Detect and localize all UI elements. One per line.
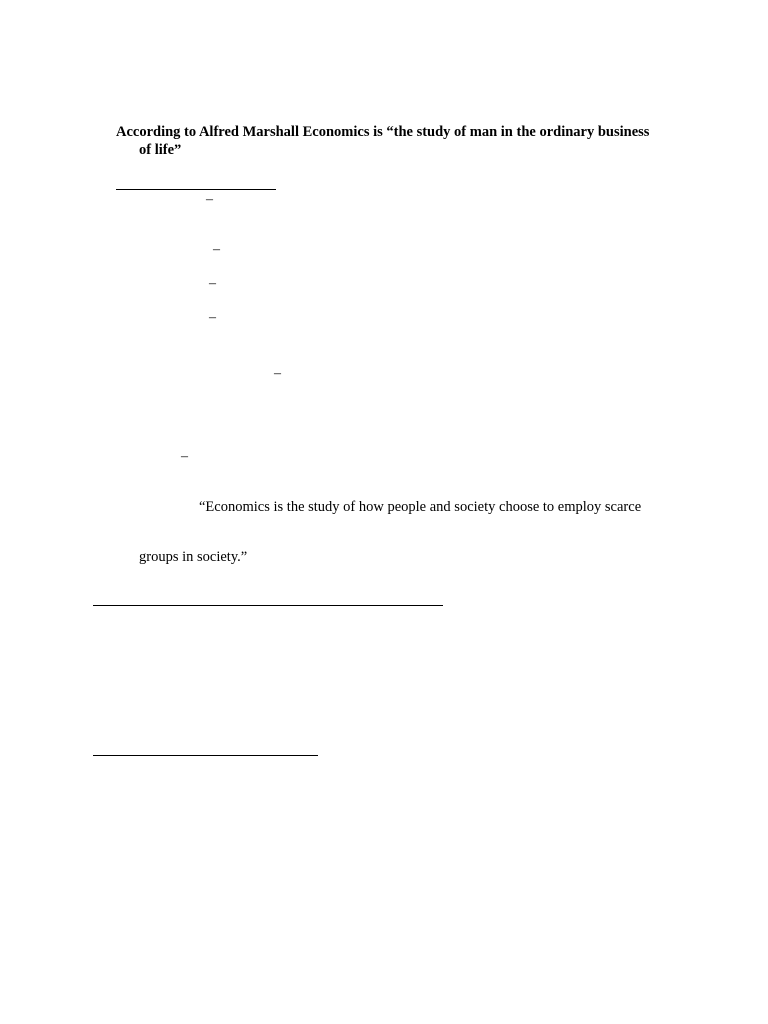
samuelson-quote-line-1: “Economics is the study of how people and society choose to employ scarce <box>199 499 642 515</box>
heading-line-2: of life” <box>139 142 182 158</box>
marshall-definition-heading <box>116 123 678 159</box>
underline-rule <box>93 605 443 606</box>
dash-mark: – <box>181 449 188 464</box>
dash-mark: – <box>209 310 216 325</box>
underline-rule <box>116 189 276 190</box>
heading-line-1: According to Alfred Marshall Economics is “the study of man in the ordinary business <box>116 124 650 140</box>
dash-mark: – <box>206 192 213 207</box>
dash-mark: – <box>213 242 220 257</box>
dash-mark: – <box>274 366 281 381</box>
samuelson-quote-line-2: groups in society.” <box>139 549 248 565</box>
dash-mark: – <box>209 276 216 291</box>
underline-rule <box>93 755 318 756</box>
